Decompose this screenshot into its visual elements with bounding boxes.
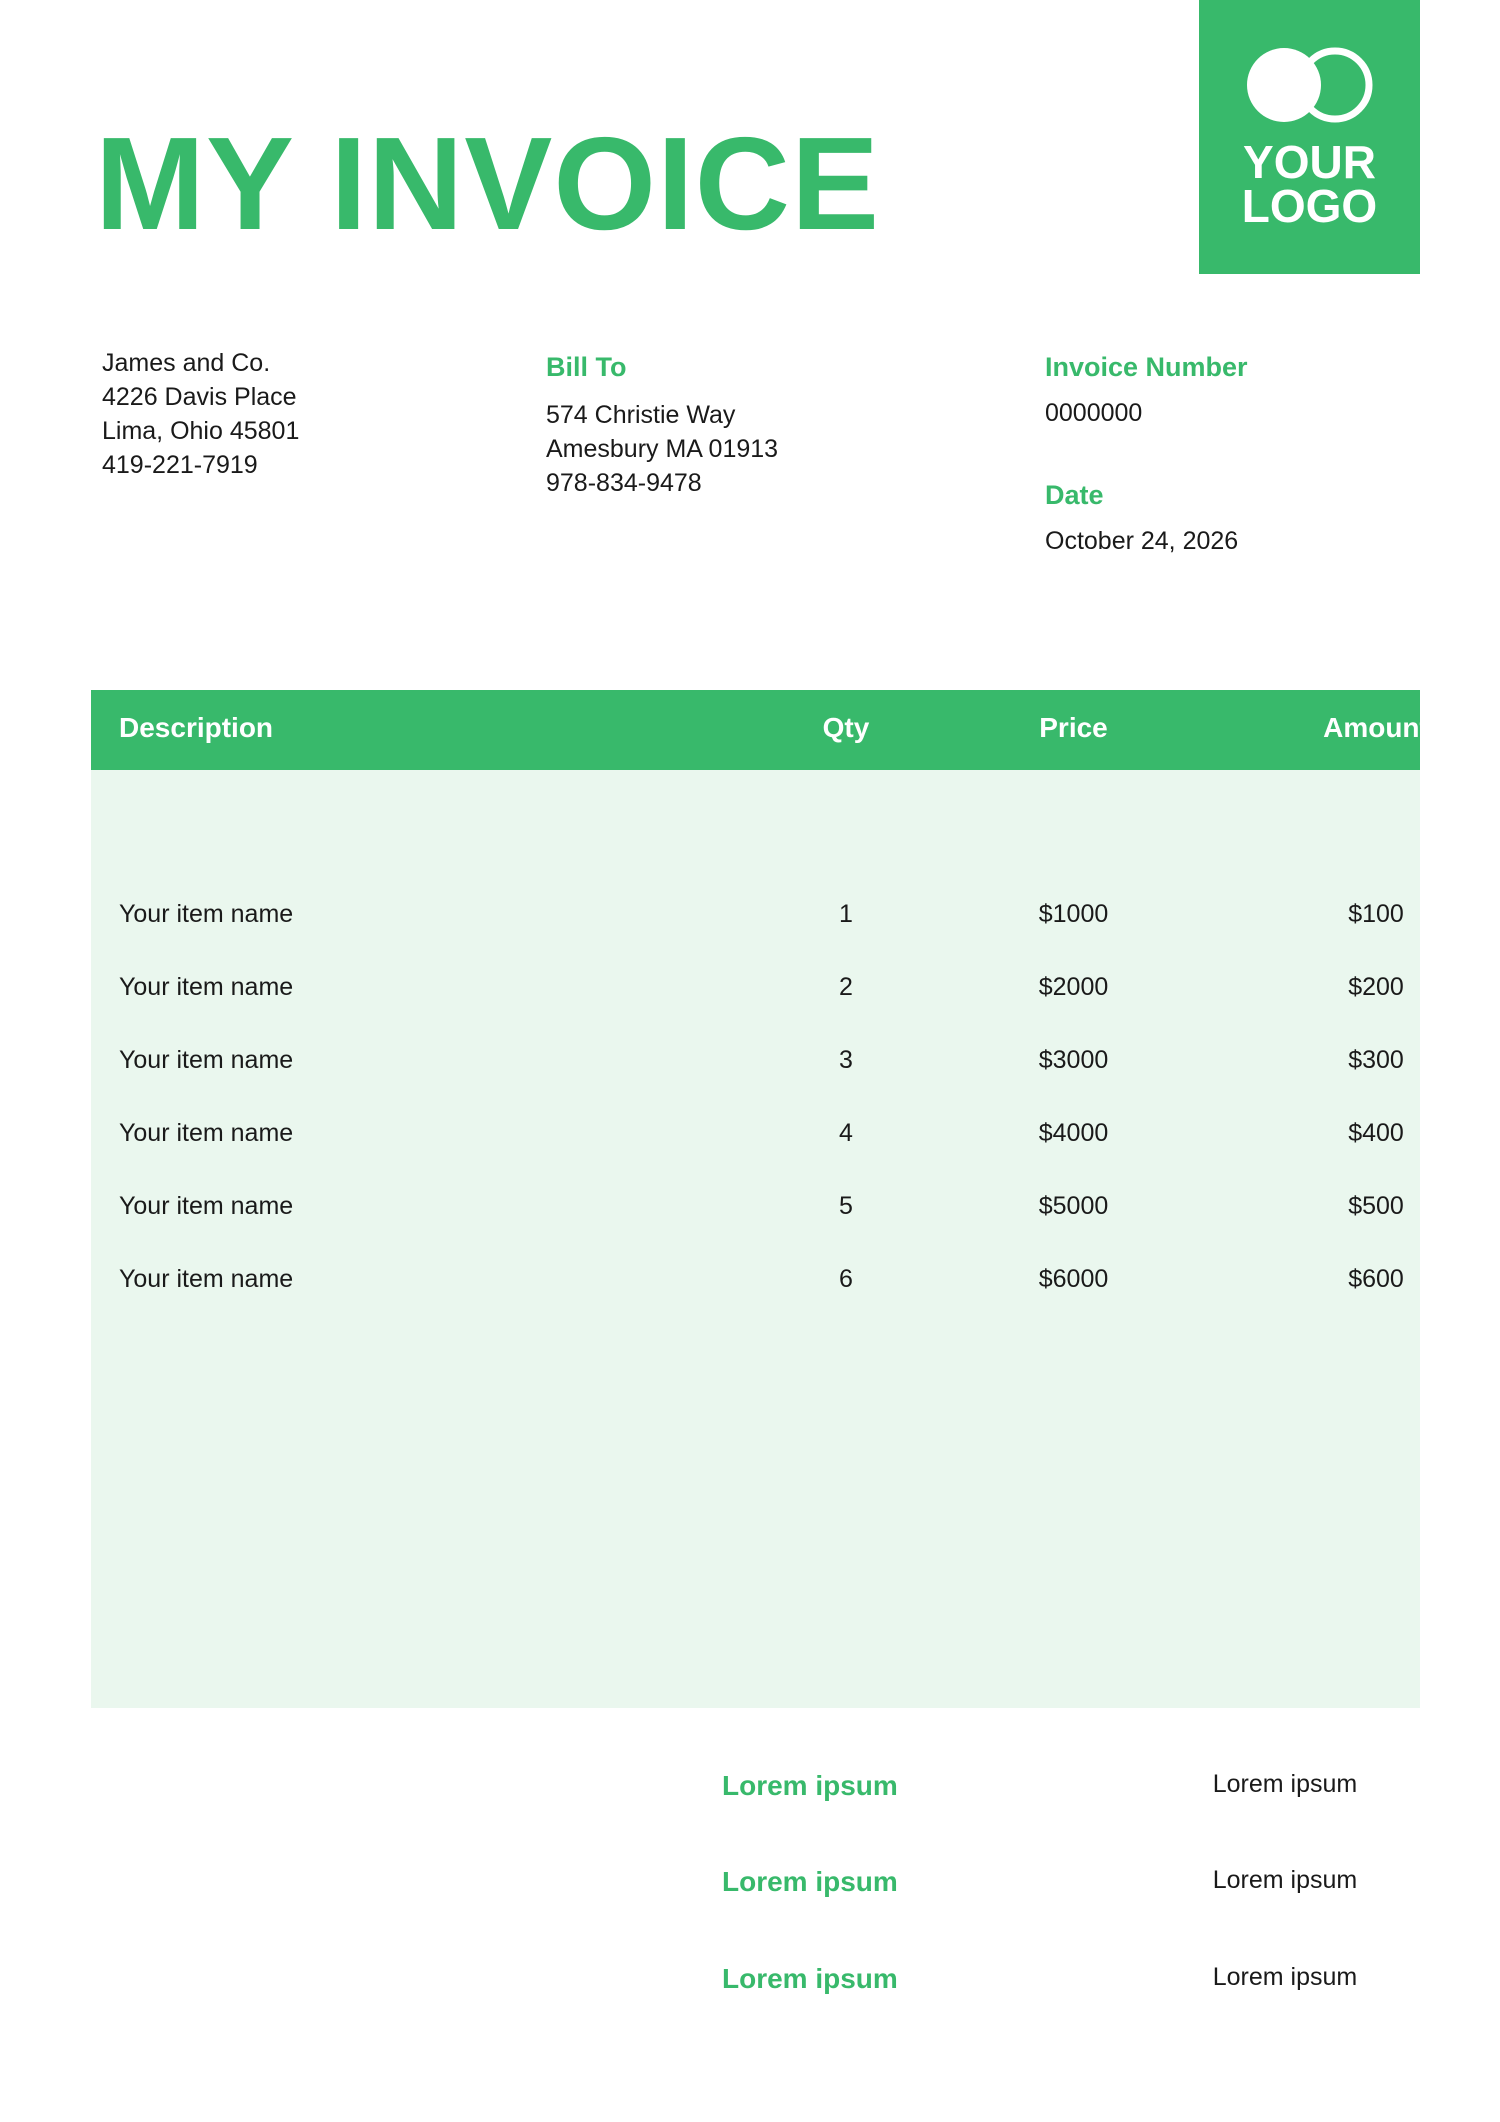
logo-mark-icon <box>1243 44 1376 126</box>
totals-row <box>0 1770 1500 1810</box>
table-row <box>91 1119 1420 1192</box>
bill-to-phone: 978-834-9478 <box>546 469 702 497</box>
sender-phone: 419-221-7919 <box>102 451 258 479</box>
row-description: Your item name <box>119 1192 294 1220</box>
header-amount: Amount <box>1323 712 1429 743</box>
row-amount: $100 <box>1348 900 1404 928</box>
totals-value: Lorem ipsum <box>1212 1866 1358 1894</box>
row-description: Your item name <box>119 1265 294 1293</box>
logo-line-2: LOGO <box>1241 180 1378 232</box>
row-qty: 3 <box>839 1046 853 1074</box>
bill-to-section <box>546 350 778 500</box>
row-price: $5000 <box>1038 1192 1109 1220</box>
items-table <box>91 690 1429 1708</box>
table-row <box>91 1192 1420 1265</box>
row-amount: $400 <box>1348 1119 1404 1147</box>
header-description: Description <box>119 712 274 743</box>
table-row <box>91 1046 1420 1119</box>
row-amount: $500 <box>1348 1192 1404 1220</box>
logo-text <box>1199 136 1420 232</box>
row-price: $4000 <box>1038 1119 1109 1147</box>
row-price: $1000 <box>1038 900 1109 928</box>
row-amount: $300 <box>1348 1046 1404 1074</box>
row-amount: $600 <box>1348 1265 1404 1293</box>
bill-to-label: Bill To <box>546 352 627 382</box>
invoice-meta <box>1045 350 1248 558</box>
row-amount: $200 <box>1348 973 1404 1001</box>
table-header <box>91 690 1429 770</box>
row-qty: 4 <box>839 1119 853 1147</box>
sender-street: 4226 Davis Place <box>102 383 297 411</box>
row-price: $6000 <box>1038 1265 1109 1293</box>
row-qty: 5 <box>839 1192 853 1220</box>
row-description: Your item name <box>119 1119 294 1147</box>
table-row <box>91 1265 1420 1338</box>
sender-address <box>102 346 299 482</box>
date-label: Date <box>1045 480 1104 510</box>
table-row <box>91 973 1420 1046</box>
totals-label: Lorem ipsum <box>722 1963 898 1994</box>
row-qty: 2 <box>839 973 853 1001</box>
row-price: $3000 <box>1038 1046 1109 1074</box>
header-price: Price <box>1039 712 1108 743</box>
sender-city: Lima, Ohio 45801 <box>102 417 300 445</box>
row-description: Your item name <box>119 973 294 1001</box>
totals-value: Lorem ipsum <box>1212 1770 1358 1798</box>
table-body <box>91 770 1420 1708</box>
bill-to-street: 574 Christie Way <box>546 401 736 429</box>
row-price: $2000 <box>1038 973 1109 1001</box>
row-qty: 6 <box>839 1265 853 1293</box>
bill-to-city: Amesbury MA 01913 <box>546 435 779 463</box>
table-row <box>91 900 1420 973</box>
sender-name: James and Co. <box>102 349 271 377</box>
row-description: Your item name <box>119 1046 294 1074</box>
row-qty: 1 <box>839 900 853 928</box>
header-qty: Qty <box>822 712 870 743</box>
logo <box>1199 0 1420 274</box>
logo-line-1: YOUR <box>1243 136 1376 188</box>
totals-label: Lorem ipsum <box>722 1770 898 1801</box>
invoice-number-label: Invoice Number <box>1045 352 1248 382</box>
invoice-date: October 24, 2026 <box>1045 527 1239 555</box>
totals-row <box>0 1866 1500 1906</box>
invoice-title: MY INVOICE <box>95 110 881 257</box>
totals-value: Lorem ipsum <box>1212 1963 1358 1991</box>
invoice-number: 0000000 <box>1045 399 1143 427</box>
totals-label: Lorem ipsum <box>722 1866 898 1897</box>
row-description: Your item name <box>119 900 294 928</box>
totals-row <box>0 1963 1500 2003</box>
